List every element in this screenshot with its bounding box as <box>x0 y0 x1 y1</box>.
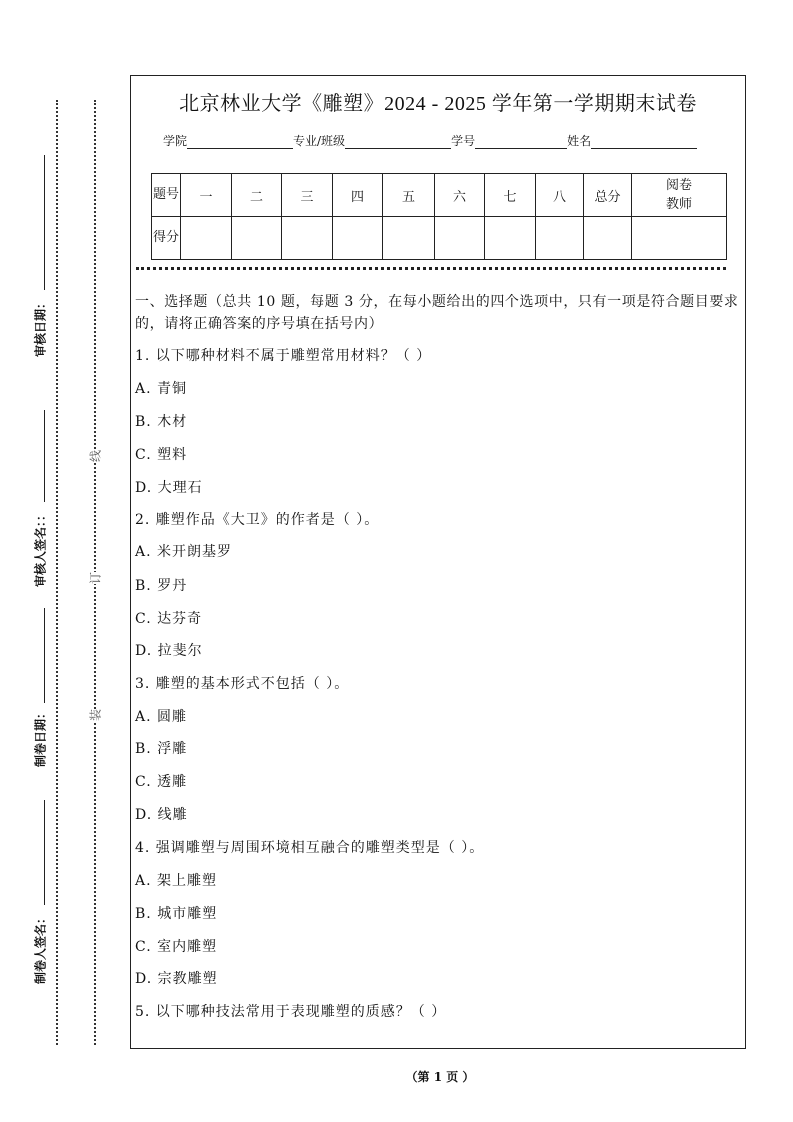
option: C. 透雕 <box>135 774 188 790</box>
column-header: 一 <box>181 174 232 217</box>
major-field[interactable] <box>345 135 451 149</box>
binding-mark-bind: 装 <box>88 708 103 722</box>
option: A. 米开朗基罗 <box>135 544 233 560</box>
option: B. 罗丹 <box>135 578 188 594</box>
column-header: 阅卷教师 <box>632 174 727 217</box>
column-header: 七 <box>485 174 536 217</box>
option: A. 圆雕 <box>135 709 188 725</box>
signature-line <box>44 800 45 905</box>
option: A. 架上雕塑 <box>135 873 218 889</box>
question-text: 3. 雕塑的基本形式不包括（ ）。 <box>135 676 350 692</box>
option: B. 浮雕 <box>135 741 188 757</box>
paper-date-label: 制卷日期： <box>33 706 48 768</box>
column-header: 总分 <box>584 174 632 217</box>
column-header: 六 <box>435 174 485 217</box>
option: C. 达芬奇 <box>135 611 203 627</box>
score-cell[interactable] <box>232 217 282 260</box>
row-header: 题号 <box>152 174 181 217</box>
score-cell[interactable] <box>282 217 333 260</box>
college-label: 学院 <box>163 134 188 148</box>
binding-mark-line: 线 <box>88 449 103 463</box>
table-row <box>152 174 727 217</box>
page-number: （第 1 页 ） <box>405 1070 475 1084</box>
exam-title: 北京林业大学《雕塑》2024 - 2025 学年第一学期期末试卷 <box>179 93 697 115</box>
option: D. 大理石 <box>135 480 203 496</box>
student-info-line <box>163 132 697 149</box>
student-id-field[interactable] <box>475 135 567 149</box>
signature-line <box>44 155 45 290</box>
row-header: 得分 <box>152 217 181 260</box>
score-cell[interactable] <box>584 217 632 260</box>
section-divider <box>136 267 726 270</box>
option: D. 宗教雕塑 <box>135 971 218 987</box>
name-label: 姓名 <box>567 134 592 148</box>
column-header: 四 <box>333 174 383 217</box>
signature-line <box>44 410 45 502</box>
column-header: 三 <box>282 174 333 217</box>
column-header: 八 <box>536 174 584 217</box>
signature-line <box>44 608 45 703</box>
review-date-label: 审核日期： <box>33 296 48 358</box>
option: C. 室内雕塑 <box>135 939 218 955</box>
table-row <box>152 217 727 260</box>
score-cell[interactable] <box>485 217 536 260</box>
question-text: 2. 雕塑作品《大卫》的作者是（ ）。 <box>135 512 380 528</box>
score-cell[interactable] <box>383 217 435 260</box>
score-cell[interactable] <box>435 217 485 260</box>
score-cell[interactable] <box>632 217 727 260</box>
score-table <box>151 173 727 260</box>
column-header: 二 <box>232 174 282 217</box>
question-text: 5. 以下哪种技法常用于表现雕塑的质感？（ ） <box>135 1004 447 1020</box>
score-cell[interactable] <box>536 217 584 260</box>
question-text: 1. 以下哪种材料不属于雕塑常用材料？（ ） <box>135 348 432 364</box>
option: B. 城市雕塑 <box>135 906 218 922</box>
column-header: 五 <box>383 174 435 217</box>
score-cell[interactable] <box>333 217 383 260</box>
name-field[interactable] <box>591 135 697 149</box>
option: C. 塑料 <box>135 447 188 463</box>
binding-dotted-line-outer <box>56 100 58 1045</box>
paper-maker-signature-label: 制卷人签名： <box>33 911 48 985</box>
binding-mark-staple: 订 <box>88 571 103 585</box>
student-id-label: 学号 <box>451 134 476 148</box>
option: A. 青铜 <box>135 381 188 397</box>
option: B. 木材 <box>135 414 188 430</box>
option: D. 线雕 <box>135 807 188 823</box>
college-field[interactable] <box>187 135 293 149</box>
score-cell[interactable] <box>181 217 232 260</box>
major-label: 专业/班级 <box>293 134 346 148</box>
reviewer-signature-label: 审核人签名：： <box>33 508 48 588</box>
option: D. 拉斐尔 <box>135 643 203 659</box>
question-text: 4. 强调雕塑与周围环境相互融合的雕塑类型是（ ）。 <box>135 840 485 856</box>
section-heading: 一、选择题（总共 10 题，每题 3 分，在每小题给出的四个选项中，只有一项是符合题目要求的，请将正确答案的序号填在括号内） <box>135 294 739 332</box>
